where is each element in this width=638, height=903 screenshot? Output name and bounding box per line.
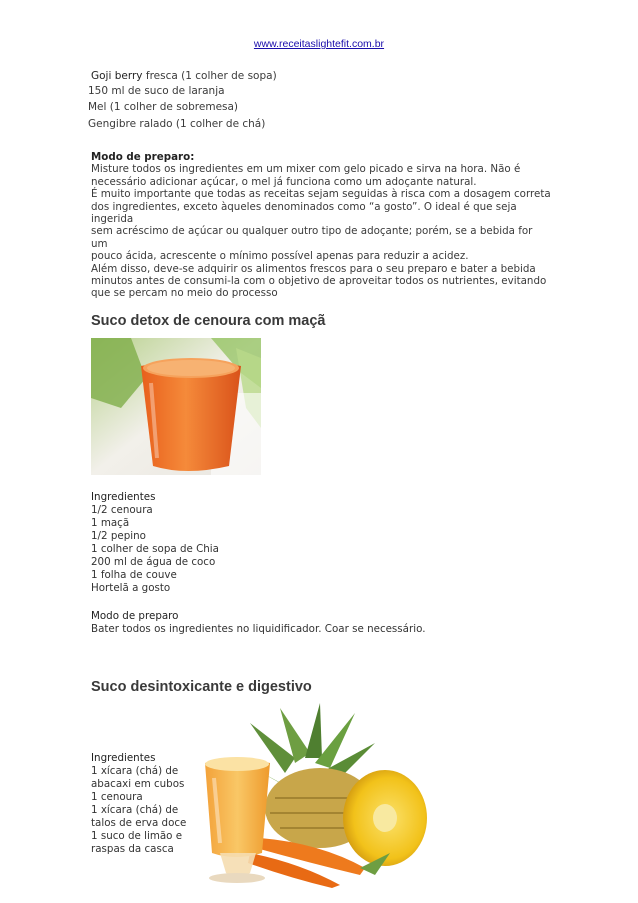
prep-section (91, 610, 425, 636)
prep-heading: Modo de preparo: (91, 151, 195, 163)
prep-line: dos ingredientes, exceto àqueles denominados como “a gosto”. O ideal é que seja ingerida (91, 200, 517, 226)
prep-line: Além disso, deve-se adquirir os alimentos frescos para o seu preparo e bater a bebida (91, 262, 536, 275)
ingredient-line (88, 85, 225, 97)
prep-heading: Modo de preparo (91, 610, 179, 622)
list-item: 1 maçã (91, 517, 130, 529)
list-item: talos de erva doce (91, 817, 187, 829)
ingredient-text: Gengibre ralado (1 colher de chá) (88, 118, 266, 130)
list-item: 1 xícara (chá) de (91, 765, 179, 777)
ingredient-text: Mel (1 colher de sobremesa) (88, 101, 239, 113)
list-item: 1 cenoura (91, 791, 143, 803)
site-url-link[interactable]: www.receitaslightefit.com.br (253, 38, 385, 50)
ingredient-text: fresca (1 colher de sopa) (142, 70, 277, 82)
prep-line: É muito importante que todas as receitas sejam seguidas à risca com a dosagem correta (91, 188, 551, 201)
prep-line: sem acréscimo de açúcar ou qualquer outro tipo de adoçante; porém, se a bebida for um (91, 225, 533, 250)
ingredients-list (91, 752, 191, 856)
list-item: 1 colher de sopa de Chia (91, 543, 219, 555)
prep-line: necessário adicionar açúcar, o mel já funciona como um adoçante natural. (91, 175, 477, 188)
prep-line: pouco ácida, acrescente o mínimo possível apenas para reduzir a acidez. (91, 250, 469, 263)
ingredient-bold: Goji berry (91, 70, 143, 82)
prep-section (91, 151, 551, 300)
list-item: raspas da casca (91, 843, 174, 855)
ingredient-line (88, 118, 265, 130)
list-item: 1/2 cenoura (91, 504, 153, 516)
recipe-title: Suco desintoxicante e digestivo (91, 679, 312, 695)
list-item: 1 suco de limão e (91, 830, 183, 842)
ingredient-line (88, 101, 238, 113)
prep-line: minutos antes de consumi-la com o objetivo de aproveitar todos os nutrientes, evitando (91, 275, 547, 288)
list-item: 200 ml de água de coco (91, 556, 216, 568)
list-item: 1/2 pepino (91, 530, 146, 542)
list-item: Hortelã a gosto (91, 582, 171, 594)
ingredient-line (91, 70, 277, 82)
list-item: abacaxi em cubos (91, 778, 185, 790)
prep-line: Misture todos os ingredientes em um mixer com gelo picado e sirva na hora. Não é (91, 163, 521, 176)
ingredient-text: 150 ml de suco de laranja (88, 85, 225, 97)
recipe-title: Suco detox de cenoura com maçã (91, 313, 326, 329)
ingredients-list (91, 491, 219, 595)
list-item: 1 folha de couve (91, 569, 177, 581)
ingredients-heading: Ingredientes (91, 752, 156, 764)
ingredients-heading: Ingredientes (91, 491, 156, 503)
carrot-juice-photo (91, 338, 261, 475)
prep-line: que se percam no meio do processo (91, 287, 278, 300)
pineapple-juice-photo (190, 703, 430, 888)
prep-line: Bater todos os ingredientes no liquidificador. Coar se necessário. (91, 623, 426, 635)
list-item: 1 xícara (chá) de (91, 804, 179, 816)
